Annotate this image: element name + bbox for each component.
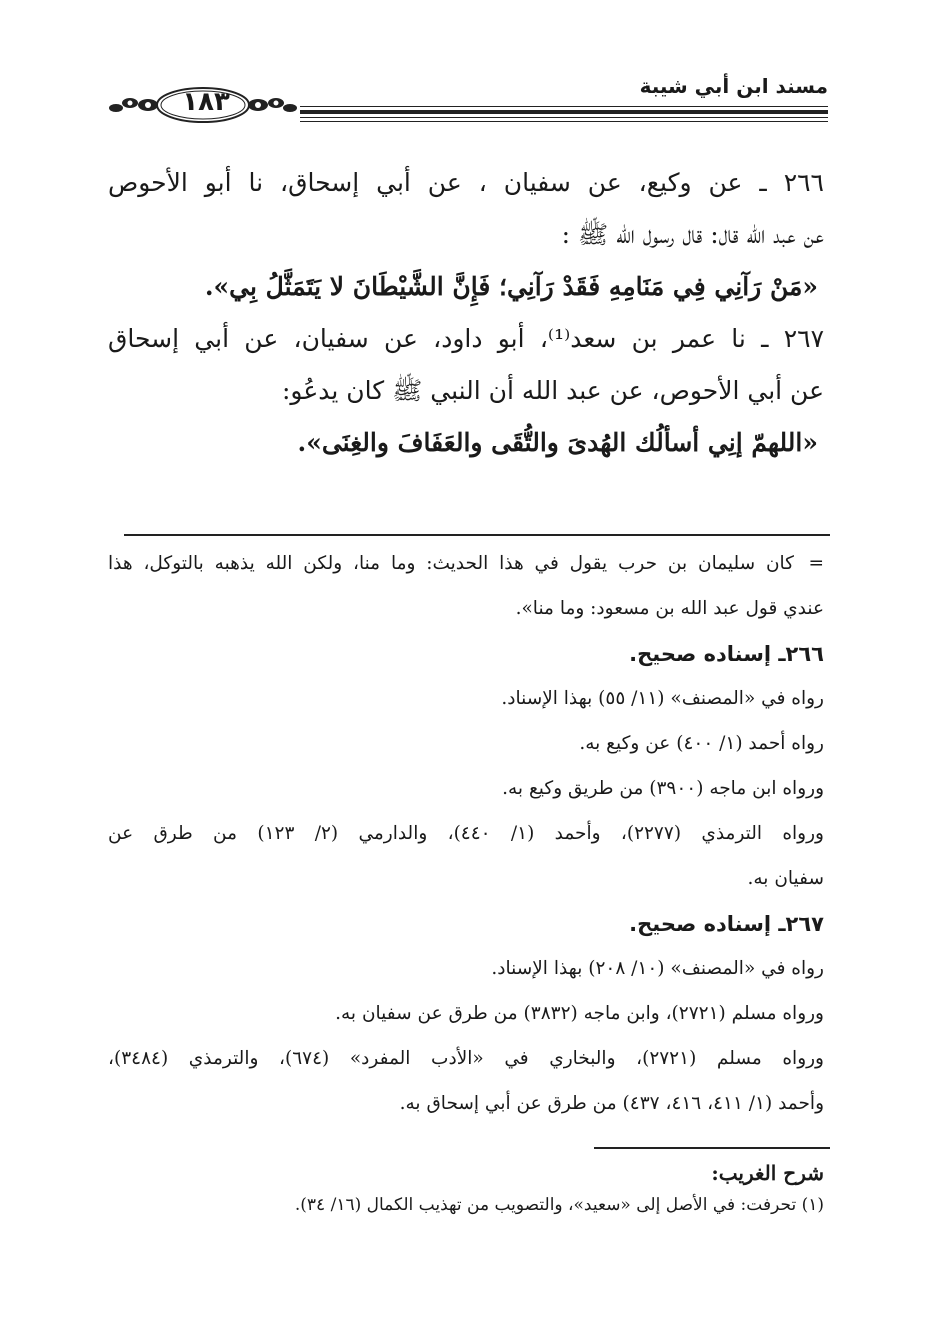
glossary-separator bbox=[594, 1147, 830, 1149]
glossary bbox=[108, 1161, 824, 1217]
continuation-mark: = bbox=[808, 553, 824, 574]
note-line: ورواه الترمذي (٢٢٧٧)، وأحمد (١/ ٤٤٠)، والدارمي (٢/ ١٢٣) من طرق عن bbox=[108, 823, 824, 844]
hadith-267-line-2: عن أبي الأحوص، عن عبد الله أن النبي ﷺ كان يدعُو: bbox=[281, 376, 824, 405]
note-heading-266: ٢٦٦ـ إسناده صحيح. bbox=[629, 642, 824, 666]
hadith-267-line-1: ٢٦٧ ـ نا عمر بن سعد⁽¹⁾، أبو داود، عن سفيان، عن أبي إسحاق bbox=[108, 324, 825, 353]
book-title: مسند ابن أبي شيبة bbox=[639, 74, 828, 98]
note-line: رواه أحمد (١/ ٤٠٠) عن وكيع به. bbox=[579, 733, 824, 754]
hadith-267-quote: «اللهمّ إنِي أسألُك الهُدىَ والتُّقَى والعَفَافَ والغِنَى». bbox=[297, 428, 818, 457]
note-line bbox=[108, 552, 824, 576]
hadith-266-line-1: ٢٦٦ ـ عن وكيع، عن سفيان ، عن أبي إسحاق، نا أبو الأحوص bbox=[108, 168, 824, 197]
note-heading-267: ٢٦٧ـ إسناده صحيح. bbox=[629, 912, 824, 936]
page-number: ١٨٣ bbox=[182, 87, 230, 117]
note-line: ورواه ابن ماجه (٣٩٠٠) من طريق وكيع به. bbox=[502, 778, 824, 799]
footnote-separator bbox=[124, 534, 830, 536]
glossary-title: شرح الغريب: bbox=[711, 1161, 824, 1185]
note-line: رواه في «المصنف» (١٠/ ٢٠٨) بهذا الإسناد. bbox=[491, 958, 824, 979]
header-rule bbox=[300, 106, 828, 125]
note-text: كان سليمان بن حرب يقول في هذا الحديث: وما منا، ولكن الله يذهبه بالتوكل، هذا bbox=[108, 553, 794, 574]
page-header bbox=[108, 72, 828, 132]
note-line: رواه في «المصنف» (١١/ ٥٥) بهذا الإسناد. bbox=[501, 688, 824, 709]
hadith-text bbox=[108, 168, 824, 480]
hadith-266-line-2: عن عبد الله قال: قال رسول الله ﷺ : bbox=[561, 220, 824, 249]
note-line: سفيان به. bbox=[747, 868, 824, 889]
note-line: وأحمد (١/ ٤١١، ٤١٦، ٤٣٧) من طرق عن أبي إسحاق به. bbox=[399, 1093, 824, 1114]
note-line: عندي قول عبد الله بن مسعود: وما منا». bbox=[515, 598, 824, 619]
hadith-266-quote: «مَنْ رَآنِي فِي مَنَامِهِ فَقَدْ رَآنِي؛ فَإِنَّ الشَّيْطَانَ لا يَتَمَثَّلُ بِي». bbox=[204, 272, 818, 301]
note-line: ورواه مسلم (٢٧٢١)، والبخاري في «الأدب المفرد» (٦٧٤)، والترمذي (٣٤٨٤)، bbox=[108, 1048, 824, 1069]
takhrij-notes bbox=[108, 552, 824, 1137]
note-line: ورواه مسلم (٢٧٢١)، وابن ماجه (٣٨٣٢) من طرق عن سفيان به. bbox=[335, 1003, 824, 1024]
glossary-item: (١) تحرفت: في الأصل إلى «سعيد»، والتصويب من تهذيب الكمال (١٦/ ٣٤). bbox=[294, 1195, 824, 1215]
